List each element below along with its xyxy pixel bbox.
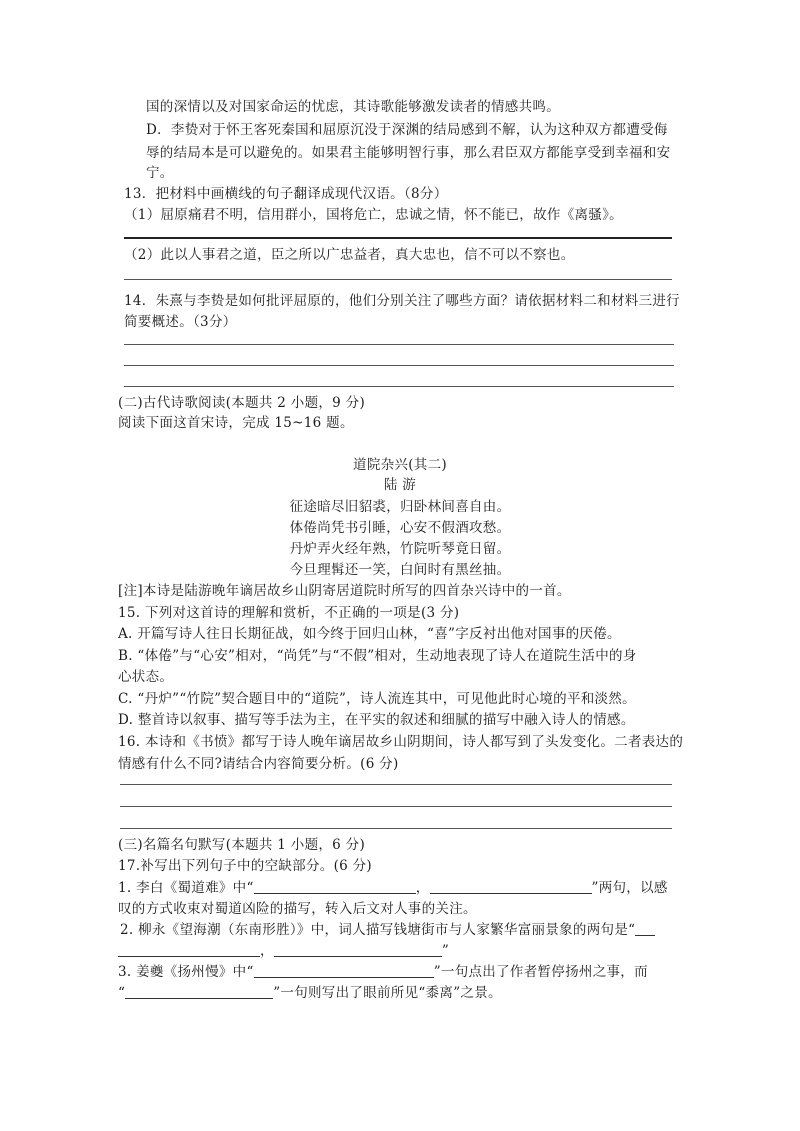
- section-2-intro: 阅读下面这首宋诗，完成 15~16 题。: [118, 415, 354, 431]
- q16-answer-line-2[interactable]: [120, 806, 672, 807]
- poem-line-4: 今旦理髯还一笑，白间时有黑丝抽。: [289, 562, 511, 578]
- section-2-header: (二)古代诗歌阅读(本题共 2 小题，9 分): [118, 395, 366, 411]
- fill-item-1-prefix: 1. 李白《蜀道难》中“: [118, 880, 254, 896]
- q15-option-d: D. 整首诗以叙事、描写等手法为主，在平实的叙述和细腻的描写中融入诗人的情感。: [118, 712, 635, 728]
- q13-sentence-1: （1）屈原痛君不明，信用群小，国将危亡，忠诚之情，怀不能已，故作《离骚》。: [124, 207, 623, 223]
- q12-option-d-line1: D．李贽对于怀王客死秦国和屈原沉没于深渊的结局感到不解，认为这种双方都遭受侮: [146, 122, 668, 138]
- q14-answer-line-1[interactable]: [124, 344, 674, 345]
- poem-note: [注]本诗是陆游晚年谪居故乡山阴寄居道院时所写的四首杂兴诗中的一首。: [118, 583, 571, 599]
- fill-item-3-line1: [118, 963, 648, 981]
- fill-item-3-quote-open: “: [118, 985, 126, 1001]
- fill-item-3-blank-1[interactable]: [254, 963, 434, 978]
- fill-item-1-suffix: ”两句，以感: [591, 880, 668, 896]
- q13-stem: 13．把材料中画横线的句子翻译成现代汉语。（8分）: [124, 186, 448, 202]
- q15-option-a: A. 开篇写诗人往日长期征战，如今终于回归山林，“喜”字反衬出他对国事的厌倦。: [118, 626, 621, 642]
- fill-item-3-suffix: ”一句则写出了眼前所见“黍离”之景。: [273, 985, 502, 1001]
- fill-item-3-prefix: 3. 姜夔《扬州慢》中“: [118, 964, 254, 980]
- fill-item-2-line1: [120, 921, 655, 939]
- q12-option-d-line3: 宁。: [146, 165, 174, 181]
- poem-line-3: 丹炉弄火经年熟，竹院听琴竟日留。: [289, 541, 511, 557]
- q15-option-b-line1: B. “体倦”与“心安”相对，“尚凭”与“不假”相对，生动地表现了诗人在道院生活中的身: [118, 648, 637, 664]
- q15-option-c: C. “丹炉”“竹院”契合题目中的“道院”，诗人流连其中，可见他此时心境的平和淡然。: [118, 691, 636, 707]
- fill-item-2-blank-1[interactable]: [118, 942, 260, 957]
- fill-item-1-blank-2[interactable]: [430, 879, 592, 894]
- q17-stem: 17.补写出下列句子中的空缺部分。(6 分): [118, 858, 372, 874]
- q16-answer-line-1[interactable]: [120, 784, 672, 785]
- q13-answer-line-2[interactable]: [124, 279, 672, 280]
- fill-item-2-blank-1-start[interactable]: [635, 921, 655, 936]
- poem-title: 道院杂兴(其二): [353, 457, 447, 473]
- q12-c-tail: 国的深情以及对国家命运的忧虑，其诗歌能够激发读者的情感共鸣。: [146, 99, 560, 115]
- fill-item-1-blank-1[interactable]: [254, 879, 416, 894]
- poem-line-1: 征途暗尽旧貂裘，归卧林间喜自由。: [289, 499, 511, 515]
- poem-author: 陆 游: [383, 477, 417, 493]
- q14-answer-line-3[interactable]: [124, 386, 674, 387]
- fill-item-3-mid: ”一句点出了作者暂停扬州之事，而: [433, 964, 648, 980]
- q16-answer-line-3[interactable]: [120, 828, 672, 829]
- q16-line1: 16. 本诗和《书愤》都写于诗人晚年谪居故乡山阴期间，诗人都写到了头发变化。二者表达的: [118, 734, 684, 750]
- fill-item-2-comma: ，: [260, 943, 274, 959]
- q13-answer-line-1[interactable]: [124, 237, 672, 239]
- fill-item-2-blank-2[interactable]: [274, 942, 442, 957]
- q13-sentence-2: （2）此以人事君之道，臣之所以广忠益者，真大忠也，信不可以不察也。: [124, 247, 575, 263]
- section-3-header: (三)名篇名句默写(本题共 1 小题，6 分): [118, 837, 366, 853]
- q15-stem: 15. 下列对这首诗的理解和赏析，不正确的一项是(3 分): [118, 605, 460, 621]
- q14-answer-line-2[interactable]: [124, 365, 674, 366]
- q12-option-d-line2: 辱的结局本是可以避免的。如果君主能够明智行事，那么君臣双方都能享受到幸福和安: [146, 145, 671, 161]
- fill-item-1-line2: 叹的方式收束对蜀道凶险的描写，转入后文对人事的关注。: [118, 901, 477, 917]
- q16-line2: 情感有什么不同?请结合内容简要分析。(6 分): [118, 756, 399, 772]
- fill-item-3-line2: [118, 984, 502, 1002]
- q14-line1: 14．朱熹与李贽是如何批评屈原的，他们分别关注了哪些方面？请依据材料二和材料三进行: [124, 293, 680, 309]
- fill-item-1-line1: [118, 879, 668, 897]
- fill-item-2-line2: [118, 942, 449, 960]
- fill-item-1-comma: ，: [415, 880, 430, 896]
- q15-option-b-line2: 心状态。: [118, 669, 174, 685]
- q14-line2: 简要概述。（3分）: [124, 314, 237, 330]
- fill-item-3-blank-2[interactable]: [125, 984, 273, 999]
- poem-line-2: 体倦尚凭书引睡，心安不假酒攻愁。: [289, 520, 511, 536]
- fill-item-2-prefix: 2. 柳永《望海潮（东南形胜）》中，词人描写钱塘街市与人家繁华富丽景象的两句是“: [120, 922, 636, 938]
- fill-item-2-suffix: ”: [441, 943, 450, 959]
